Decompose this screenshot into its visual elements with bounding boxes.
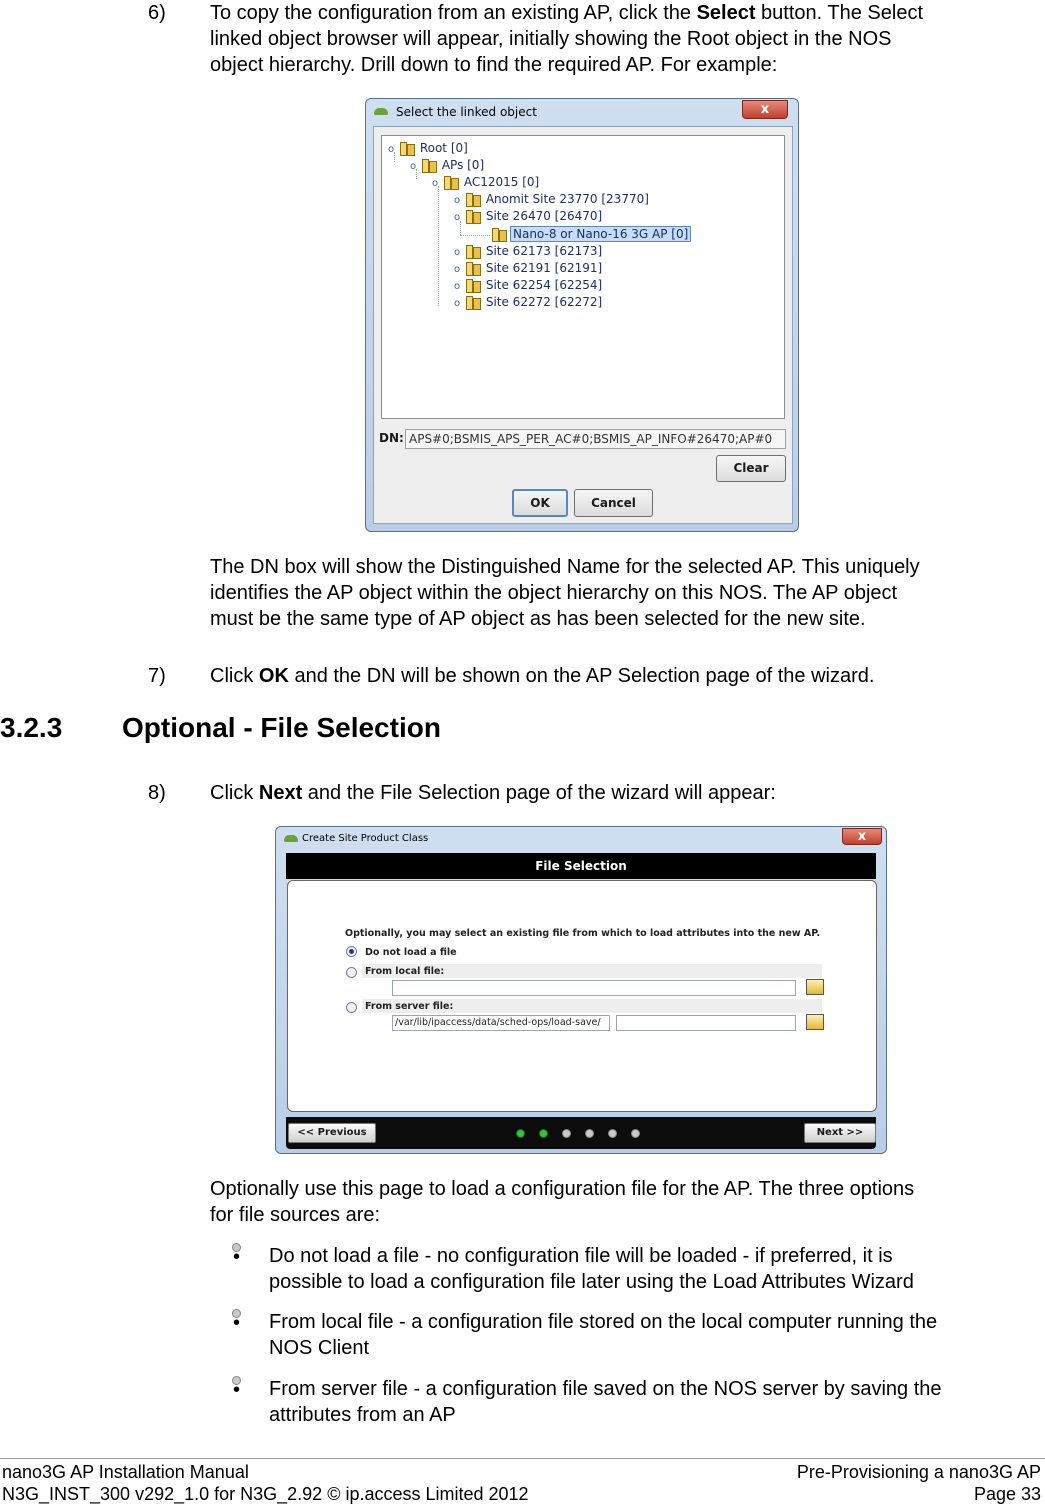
server-path-input[interactable]: /var/lib/ipaccess/data/sched-ops/load-save/ (392, 1015, 610, 1031)
tree-node-aps[interactable]: o APs [0] (409, 158, 485, 172)
tree-node-anomit-site[interactable]: o Anomit Site 23770 [23770] (453, 192, 649, 206)
radio-server-file[interactable] (346, 1002, 357, 1013)
progress-step-dot (608, 1129, 617, 1138)
expanded-key-icon: o (431, 178, 439, 189)
next-button[interactable]: Next >> (804, 1123, 876, 1143)
tree-node-site-26470[interactable]: o Site 26470 [26470] (453, 209, 603, 223)
footer-doc-id: N3G_INST_300 v292_1.0 for N3G_2.92 © ip.access Limited 2012 (2, 1484, 529, 1504)
footer-divider (0, 1458, 1045, 1459)
ok-keyword: OK (258, 665, 289, 687)
bullet-symbol: • (232, 1309, 241, 1318)
object-icon (444, 176, 458, 188)
select-keyword: Select (696, 2, 756, 24)
object-icon (422, 159, 436, 171)
object-icon (466, 279, 480, 291)
progress-step-dot (539, 1129, 548, 1138)
previous-button[interactable]: << Previous (288, 1123, 376, 1143)
tree-node-site-62254[interactable]: o Site 62254 [62254] (453, 278, 603, 292)
ok-button[interactable]: OK (512, 489, 568, 517)
expanded-key-icon: o (387, 144, 395, 155)
cancel-button[interactable]: Cancel (574, 489, 653, 517)
option-no-file-label: Do not load a file (365, 947, 457, 958)
expanded-key-icon: o (453, 212, 461, 223)
tree-node-ac12015[interactable]: o AC12015 [0] (431, 175, 540, 189)
collapsed-key-icon: o (453, 298, 461, 309)
option-local-file-label: From local file: (365, 966, 445, 977)
radio-no-file[interactable] (346, 946, 357, 957)
collapsed-key-icon: o (453, 195, 461, 206)
bullet-symbol: • (232, 1376, 241, 1385)
section-number: 3.2.3 (0, 712, 63, 743)
open-folder-icon[interactable] (806, 1014, 824, 1030)
wizard-page-header: File Selection (286, 853, 876, 879)
select-linked-object-dialog (365, 98, 799, 532)
dn-field[interactable]: APS#0;BSMIS_APS_PER_AC#0;BSMIS_AP_INFO#26470;AP#0 (405, 429, 786, 449)
object-icon (466, 262, 480, 274)
step-text: Click Next and the File Selection page of the wizard will appear: (210, 782, 776, 804)
radio-local-file[interactable] (346, 967, 357, 978)
next-keyword: Next (258, 782, 303, 804)
object-icon (466, 193, 480, 205)
dialog-client-area (373, 126, 793, 524)
clear-button[interactable]: Clear (716, 455, 786, 482)
step-8 (148, 780, 1038, 806)
wizard-footer (286, 1117, 876, 1149)
section-title: Optional - File Selection (122, 712, 441, 743)
server-file-input[interactable] (616, 1015, 796, 1031)
close-button[interactable]: x (742, 100, 788, 119)
tree-connector (460, 235, 490, 236)
collapsed-key-icon: o (453, 264, 461, 275)
local-file-input[interactable] (392, 980, 796, 996)
dn-label: DN: (379, 431, 404, 445)
expanded-key-icon: o (409, 161, 417, 172)
progress-step-dot (562, 1129, 571, 1138)
step-text: To copy the configuration from an existing AP, click the Select button. The Select linked object browser will appear, initially showing the Root object in the NOS object hierarchy. Drill down to find the required AP. For example: (210, 2, 924, 76)
open-folder-icon[interactable] (806, 979, 824, 995)
dn-explanation: The DN box will show the Distinguished Name for the selected AP. This uniquely identifies the AP object within the object hierarchy on this NOS. The AP object must be the same type of AP object as has been selected for the new site. (210, 556, 920, 630)
tree-node-site-62191[interactable]: o Site 62191 [62191] (453, 261, 603, 275)
object-tree[interactable] (381, 135, 785, 419)
progress-step-dot (631, 1129, 640, 1138)
tree-node-site-62272[interactable]: o Site 62272 [62272] (453, 295, 603, 309)
options-explanation: Optionally use this page to load a configuration file for the AP. The three options for file sources are: (210, 1178, 915, 1226)
option-server-file-label: From server file: (365, 1001, 454, 1012)
progress-step-dot (516, 1129, 525, 1138)
step-number: 6) (148, 2, 166, 24)
step-text: Click OK and the DN will be shown on the AP Selection page of the wizard. (210, 665, 875, 687)
collapsed-key-icon: o (453, 281, 461, 292)
footer-chapter-title: Pre-Provisioning a nano3G AP (796, 1462, 1041, 1482)
create-site-product-class-dialog (275, 826, 887, 1154)
object-icon (466, 210, 480, 222)
tree-node-site-62173[interactable]: o Site 62173 [62173] (453, 244, 603, 258)
close-button[interactable]: x (842, 828, 882, 845)
wizard-body (287, 880, 877, 1112)
dialog-title: Create Site Product Class (302, 833, 429, 844)
object-icon (400, 142, 414, 154)
tree-node-root[interactable]: o Root [0] (387, 141, 468, 155)
object-icon (466, 245, 480, 257)
footer-page-number: Page 33 (973, 1484, 1041, 1504)
tree-node-nano-ap-selected[interactable]: Nano-8 or Nano-16 3G AP [0] (492, 226, 691, 242)
tree-connector (438, 186, 439, 306)
collapsed-key-icon: o (453, 247, 461, 258)
step-7 (148, 663, 1038, 689)
dialog-title: Select the linked object (396, 105, 537, 119)
step-number: 7) (148, 665, 166, 687)
bullet-item: • From local file - a configuration file stored on the local computer running the NOS Client (233, 1311, 938, 1359)
step-number: 8) (148, 782, 166, 804)
object-icon (492, 228, 506, 240)
bullet-symbol: • (232, 1243, 241, 1252)
progress-step-dot (585, 1129, 594, 1138)
step-6 (148, 0, 1038, 80)
footer-manual-title: nano3G AP Installation Manual (2, 1462, 249, 1482)
bullet-item: • Do not load a file - no configuration file will be loaded - if preferred, it is possible to load a configuration file later using the Load Attributes Wizard (233, 1245, 914, 1293)
app-icon (374, 108, 388, 115)
object-icon (466, 296, 480, 308)
bullet-item: • From server file - a configuration file saved on the NOS server by saving the attributes from an AP (233, 1378, 942, 1426)
wizard-intro: Optionally, you may select an existing file from which to load attributes into the new AP. (345, 928, 821, 939)
app-icon (284, 835, 298, 842)
